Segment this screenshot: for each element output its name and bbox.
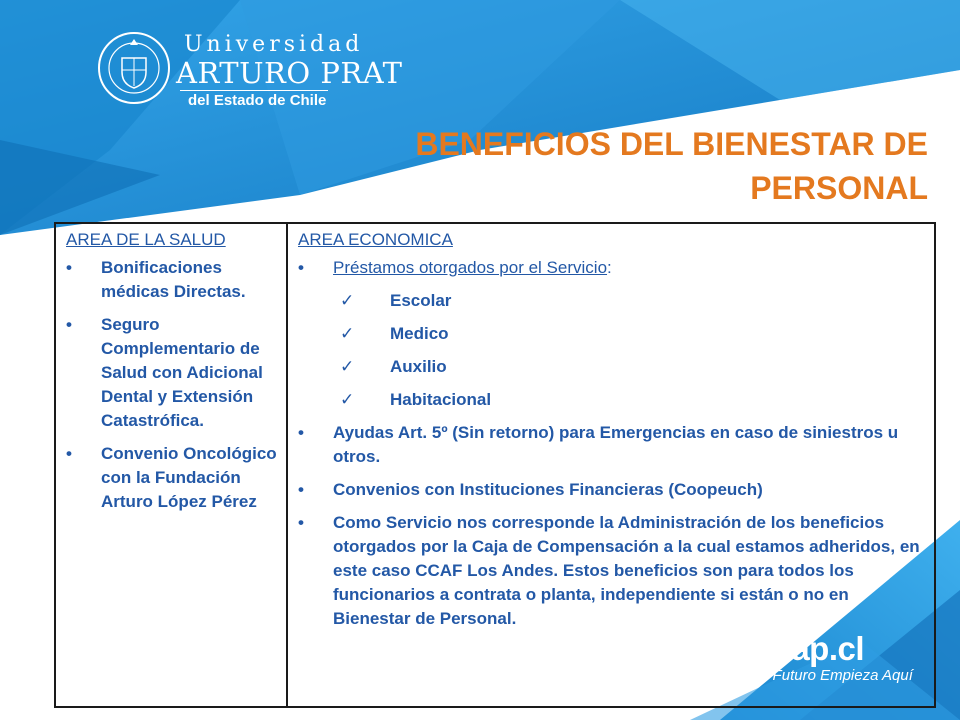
logo-divider [180,90,328,91]
list-item: • Seguro Complementario de Salud con Adicional Dental y Extensión Catastrófica. [66,313,280,433]
list-item-loans [298,256,930,280]
loan-type-item [298,388,930,412]
loan-type-label: Habitacional [390,390,492,409]
list-item: • Como Servicio nos corresponde la Administración de los beneficios otorgados por la Caja de Compensación a la cual estamos adheridos, en este caso CCAF Los Andes. Estos beneficios son para todos los funcionarios a contrata o planta, independiente si están o no en Bienestar de Personal. [298,511,930,631]
loan-type-item [298,322,930,346]
list-item: • Ayudas Art. 5º (Sin retorno) para Emergencias en caso de siniestros u otros. [298,421,930,469]
loan-type-label: Medico [390,324,449,343]
slide-title [308,122,928,210]
loan-type-label: Auxilio [390,357,447,376]
health-benefits-list [66,256,280,514]
list-item: • Convenio Oncológico con la Fundación Arturo López Pérez [66,442,280,514]
loans-suffix: : [607,258,612,277]
logo-name: ARTURO PRAT [176,56,403,90]
economic-area-column [298,228,930,640]
loan-type-item [298,355,930,379]
economic-area-heading: AREA ECONOMICA [298,230,453,249]
economic-benefits-list [298,256,930,280]
health-area-column [66,228,280,523]
economic-benefits-list-cont [298,421,930,631]
column-divider [286,222,288,708]
loan-type-item [298,289,930,313]
loan-type-label: Escolar [390,291,452,310]
checkmark-icon: ✓ [340,390,355,409]
list-item: • Convenios con Instituciones Financieras (Coopeuch) [298,478,930,502]
loans-label: Préstamos otorgados por el Servicio [333,258,608,277]
website-url: unap.cl [752,630,865,667]
list-item: • Bonificaciones médicas Directas. [66,256,280,304]
slide-title-line-2: PERSONAL [750,170,928,206]
university-logo [96,30,403,110]
logo-subtitle: del Estado de Chile [188,92,327,109]
brand-tagline [752,632,952,686]
health-area-heading: AREA DE LA SALUD [66,230,226,249]
checkmark-icon: ✓ [340,291,355,310]
university-seal-icon [96,30,172,106]
checkmark-icon: ✓ [340,324,355,343]
loan-types-list [298,289,930,412]
logo-university-word: Universidad [184,32,364,57]
slogan: Tu Futuro Empieza Aquí [752,667,913,684]
slide-title-line-1: BENEFICIOS DEL BIENESTAR DE [415,126,928,162]
checkmark-icon: ✓ [340,357,355,376]
